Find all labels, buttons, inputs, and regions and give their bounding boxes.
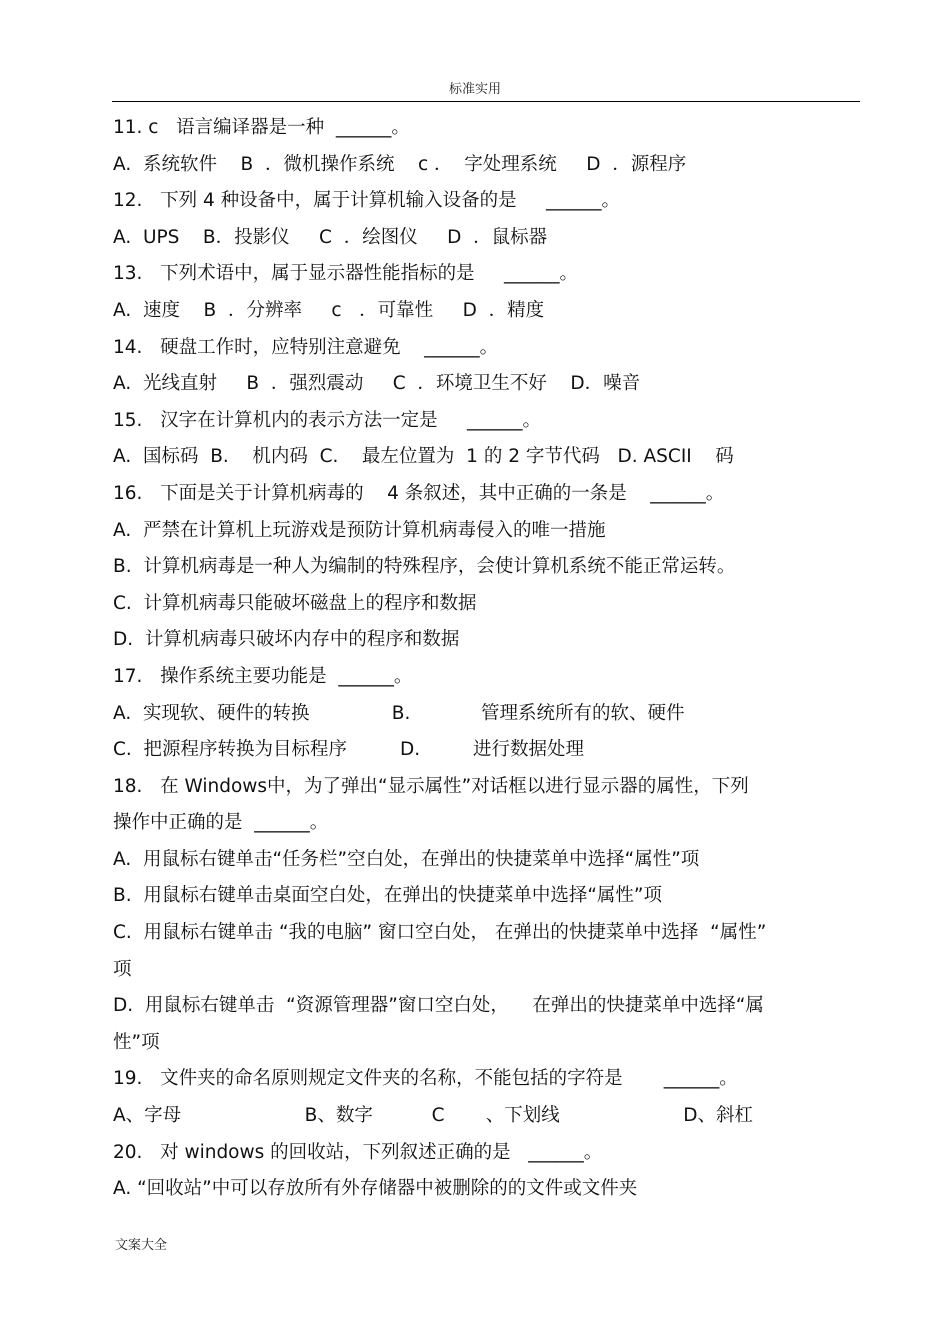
question-18-option-d: D. 用鼠标右键单击 “资源管理器”窗口空白处， 在弹出的快捷菜单中选择“属	[113, 995, 764, 1017]
question-18-option-c-cont: 项	[113, 958, 132, 980]
question-11: 11. c 语言编译器是一种 ______。	[113, 117, 410, 138]
header-divider	[112, 101, 860, 102]
question-15-options: A. 国标码 B. 机内码 C. 最左位置为 1 的 2 字节代码 D. ASCII 码	[113, 446, 734, 468]
question-11-options: A. 系统软件 B ．微机操作系统 c ． 字处理系统 D ．源程序	[113, 153, 687, 175]
question-18: 18. 在 Windows中，为了弹出“显示属性”对话框以进行显示器的属性，下列	[113, 775, 749, 797]
question-16: 16. 下面是关于计算机病毒的 4 条叙述，其中正确的一条是 ______。	[113, 482, 725, 504]
question-20: 20. 对 windows 的回收站，下列叙述正确的是 ______。	[113, 1141, 603, 1163]
document-body	[113, 110, 861, 1208]
question-20-option-a: A. “回收站”中可以存放所有外存储器中被删除的的文件或文件夹	[113, 1178, 638, 1200]
question-18-option-c: C. 用鼠标右键单击 “我的电脑” 窗口空白处， 在弹出的快捷菜单中选择 “属性”	[113, 922, 767, 944]
question-17: 17. 操作系统主要功能是 ______。	[113, 665, 413, 687]
question-12: 12. 下列 4 种设备中，属于计算机输入设备的是 ______。	[113, 190, 620, 212]
question-15: 15. 汉字在计算机内的表示方法一定是 ______。	[113, 409, 541, 431]
question-19-options: A、字母 B、数字 C 、下划线 D、斜杠	[113, 1105, 753, 1127]
question-13-options: A. 速度 B ．分辨率 c ．可靠性 D ．精度	[113, 299, 545, 321]
question-17-options-ab: A. 实现软、硬件的转换 B. 管理系统所有的软、硬件	[113, 702, 685, 724]
question-18-option-a: A. 用鼠标右键单击“任务栏”空白处，在弹出的快捷菜单中选择“属性”项	[113, 848, 700, 870]
question-18-option-b: B. 用鼠标右键单击桌面空白处，在弹出的快捷菜单中选择“属性”项	[113, 885, 663, 907]
question-14-options: A. 光线直射 B ．强烈震动 C ．环境卫生不好 D．噪音	[113, 373, 641, 395]
question-16-option-d: D. 计算机病毒只破坏内存中的程序和数据	[113, 629, 460, 651]
question-12-options: A. UPS B．投影仪 C ．绘图仪 D ．鼠标器	[113, 226, 548, 248]
page-header: 标准实用	[448, 82, 501, 97]
question-18-cont: 操作中正确的是 ______。	[113, 812, 329, 834]
question-19: 19. 文件夹的命名原则规定文件夹的名称，不能包括的字符是 ______。	[113, 1068, 738, 1090]
question-17-options-cd: C. 把源程序转换为目标程序 D. 进行数据处理	[113, 739, 585, 761]
question-16-option-c: C. 计算机病毒只能破坏磁盘上的程序和数据	[113, 592, 477, 614]
question-16-option-b: B. 计算机病毒是一种人为编制的特殊程序，会使计算机系统不能正常运转。	[113, 556, 736, 578]
page-footer: 文案大全	[115, 1238, 168, 1253]
question-18-option-d-cont: 性”项	[113, 1031, 160, 1053]
question-13: 13. 下列术语中，属于显示器性能指标的是 ______。	[113, 263, 578, 285]
question-14: 14. 硬盘工作时，应特别注意避免 ______。	[113, 336, 499, 358]
question-16-option-a: A. 严禁在计算机上玩游戏是预防计算机病毒侵入的唯一措施	[113, 519, 606, 541]
